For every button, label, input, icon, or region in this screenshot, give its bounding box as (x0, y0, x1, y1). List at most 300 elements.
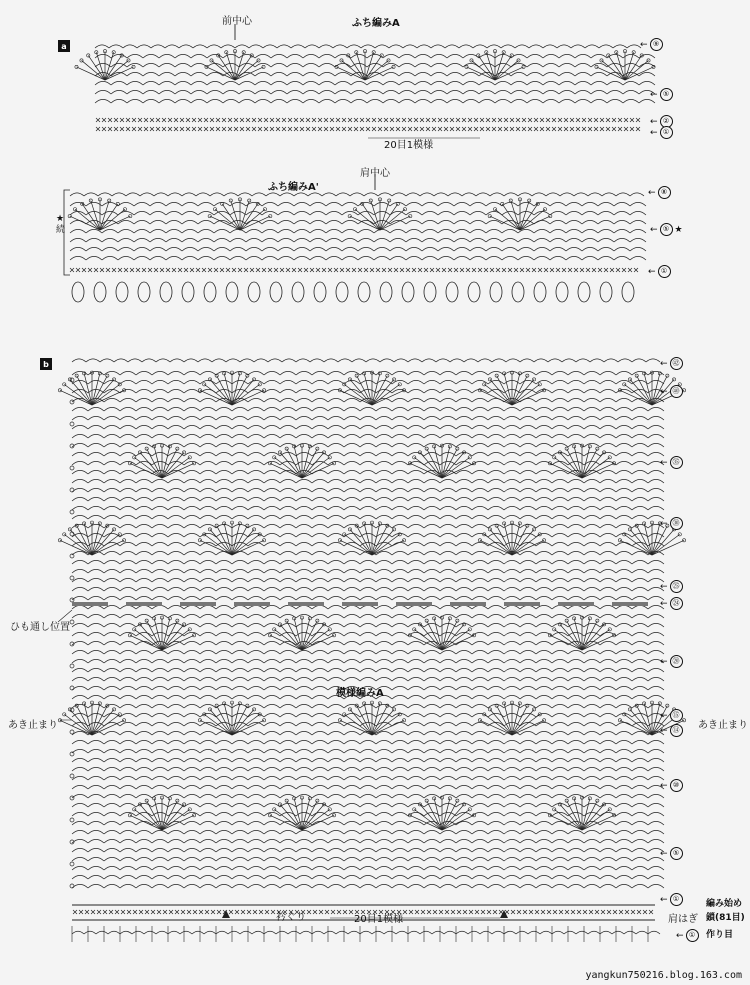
body-loop-row (456, 722, 472, 726)
body-loop-row (344, 461, 360, 465)
body-loop-row (424, 767, 440, 771)
foundation-chain-row (132, 931, 144, 934)
row-b-1: ← ① (660, 893, 683, 906)
edge-a-top-loops (291, 45, 305, 48)
body-loop-row (632, 515, 648, 519)
body-loop-row (504, 668, 520, 672)
edge-a-loop-row (367, 81, 383, 85)
body-loop-row (296, 506, 312, 510)
foundation-sc-row (151, 910, 155, 914)
body-loop-row (632, 866, 648, 870)
body-loop-row (408, 839, 424, 843)
edge-a2-loop-row (550, 247, 566, 251)
foundation-sc-row (109, 910, 113, 914)
body-loop-row (120, 380, 136, 384)
body-loop-row (296, 497, 312, 501)
body-loop-row (328, 596, 344, 600)
edge-a-sc-row-2 (420, 118, 424, 122)
body-loop-row (616, 434, 632, 438)
body-loop-row (456, 650, 472, 654)
body-loop-row (248, 695, 264, 699)
edge-a-sc-row-1 (180, 127, 184, 131)
body-loop-row (72, 857, 88, 861)
foundation-sc-row (259, 910, 263, 914)
body-loop-row (600, 389, 616, 393)
body-loop-row (488, 416, 504, 420)
body-loop-row (584, 497, 600, 501)
edge-a-sc-row-1 (480, 127, 484, 131)
foundation-chain-row (600, 931, 612, 934)
body-loop-row (184, 497, 200, 501)
body-loop-row (616, 443, 632, 447)
body-loop-row (456, 614, 472, 618)
body-loop-row (216, 434, 232, 438)
body-loop-row (328, 659, 344, 663)
body-loop-row (648, 695, 664, 699)
body-loop-row (376, 632, 392, 636)
foundation-sc-row (445, 910, 449, 914)
edge-a2-sc-row (388, 268, 392, 272)
body-loop-row (120, 470, 136, 474)
body-loop-row (312, 830, 328, 834)
body-loop-row (616, 767, 632, 771)
body-loop-row (232, 686, 248, 690)
edge-a2-loop-row (438, 202, 454, 206)
body-loop-row (568, 677, 584, 681)
body-loop-row (88, 497, 104, 501)
edge-a-loop-row (447, 81, 463, 85)
edge-a2-loop-row (502, 238, 518, 242)
body-loop-row (152, 677, 168, 681)
body-loop-row (328, 443, 344, 447)
edge-a2-loop-row (566, 229, 582, 233)
edge-a-loop-row (255, 99, 271, 103)
body-loop-row (312, 587, 328, 591)
body-edge-stitch (70, 664, 74, 668)
body-loop-row (424, 659, 440, 663)
edge-a-loop-row (351, 99, 367, 103)
body-loop-row (488, 857, 504, 861)
body-loop-row (216, 416, 232, 420)
body-loop-row (600, 704, 616, 708)
edge-a-top-loops (515, 45, 529, 48)
body-loop-row (168, 704, 184, 708)
body-loop-row (136, 848, 152, 852)
edge-a-sc-row-2 (210, 118, 214, 122)
body-loop-row (248, 821, 264, 825)
edge-a2-fan (208, 215, 211, 218)
body-loop-row (200, 425, 216, 429)
body-loop-row (248, 668, 264, 672)
body-loop-row (616, 614, 632, 618)
body-loop-row (120, 758, 136, 762)
body-loop-row (136, 731, 152, 735)
body-loop-row (648, 866, 664, 870)
edge-a-top-loops (375, 45, 389, 48)
edge-a2-loop-row (486, 238, 502, 242)
body-loop-row (264, 398, 280, 402)
body-loop-row (296, 704, 312, 708)
edge-a2-sc-row (586, 268, 590, 272)
body-loop-row (312, 749, 328, 753)
body-loop-row (408, 785, 424, 789)
body-loop-row (264, 677, 280, 681)
edge-a-loop-row (143, 54, 159, 58)
body-loop-row (376, 749, 392, 753)
body-loop-row (264, 848, 280, 852)
body-loop-row (232, 515, 248, 519)
body-top-loops (142, 359, 156, 362)
edge-a-sc-row-1 (588, 127, 592, 131)
body-loop-row (200, 776, 216, 780)
body-loop-row (264, 416, 280, 420)
body-loop-row (472, 587, 488, 591)
body-loop-row (424, 389, 440, 393)
diagram-b-repeat-label: 20目1模様 (354, 914, 404, 925)
foundation-chain-row (456, 931, 468, 934)
edge-a2-sc-row (220, 268, 224, 272)
body-loop-row (312, 848, 328, 852)
edge-a2-loop-row (214, 247, 230, 251)
body-loop-row (136, 857, 152, 861)
body-loop-row (72, 830, 88, 834)
body-loop-row (264, 659, 280, 663)
body-loop-row (376, 524, 392, 528)
body-loop-row (296, 695, 312, 699)
body-loop-row (328, 632, 344, 636)
edge-a2-loop-row (550, 211, 566, 215)
edge-a2-loop-row (342, 247, 358, 251)
body-loop-row (376, 605, 392, 609)
body-loop-row (360, 443, 376, 447)
body-loop-row (536, 425, 552, 429)
body-loop-row (232, 578, 248, 582)
body-loop-row (136, 506, 152, 510)
body-loop-row (136, 524, 152, 528)
edge-a-sc-row-2 (222, 118, 226, 122)
body-loop-row (472, 776, 488, 780)
body-loop-row (360, 794, 376, 798)
body-loop-row (568, 551, 584, 555)
edge-a2-sc-row (436, 268, 440, 272)
body-loop-row (264, 623, 280, 627)
body-loop-row (456, 839, 472, 843)
body-loop-row (120, 749, 136, 753)
body-loop-row (344, 632, 360, 636)
body-fan (596, 447, 599, 450)
body-loop-row (440, 875, 456, 879)
edge-a2-fan (488, 215, 491, 218)
edge-a2-fan (231, 201, 240, 230)
edge-a2-loop-row (454, 211, 470, 215)
body-loop-row (168, 749, 184, 753)
edge-a-sc-row-2 (396, 118, 400, 122)
edge-a2-loop-row (582, 256, 598, 260)
edge-a-sc-row-2 (228, 118, 232, 122)
body-loop-row (504, 758, 520, 762)
edge-a2-loop-row (566, 247, 582, 251)
body-loop-row (200, 803, 216, 807)
body-loop-row (248, 587, 264, 591)
body-fan (682, 389, 685, 392)
body-loop-row (568, 524, 584, 528)
body-loop-row (360, 758, 376, 762)
edge-a-sc-row-2 (120, 118, 124, 122)
body-loop-row (584, 857, 600, 861)
edge-a-sc-row-1 (336, 127, 340, 131)
body-loop-row (552, 686, 568, 690)
edge-a2-sc-row (106, 268, 110, 272)
body-top-loops (562, 359, 576, 362)
body-loop-row (104, 821, 120, 825)
body-loop-row (488, 461, 504, 465)
body-loop-row (456, 533, 472, 537)
edge-a-sc-row-1 (222, 127, 226, 131)
body-loop-row (72, 623, 88, 627)
body-loop-row (568, 533, 584, 537)
edge-a-top-loops (277, 45, 291, 48)
body-loop-row (296, 677, 312, 681)
body-loop-row (72, 821, 88, 825)
body-loop-row (88, 695, 104, 699)
body-loop-row (392, 614, 408, 618)
edge-a-sc-row-1 (630, 127, 634, 131)
body-loop-row (552, 704, 568, 708)
body-loop-row (568, 839, 584, 843)
edge-a-loop-row (191, 81, 207, 85)
body-loop-row (296, 515, 312, 519)
body-loop-row (360, 425, 376, 429)
edge-a-loop-row (207, 90, 223, 94)
body-loop-row (72, 578, 88, 582)
body-loop-row (632, 407, 648, 411)
body-loop-row (136, 542, 152, 546)
body-loop-row (600, 713, 616, 717)
body-loop-row (504, 848, 520, 852)
body-loop-row (200, 587, 216, 591)
body-loop-row (312, 434, 328, 438)
body-loop-row (552, 380, 568, 384)
edge-a-sc-row-1 (618, 127, 622, 131)
edge-a2-loop-row (182, 211, 198, 215)
body-loop-row (456, 632, 472, 636)
body-loop-row (632, 821, 648, 825)
body-loop-row (312, 758, 328, 762)
body-loop-row (584, 686, 600, 690)
body-loop-row (552, 749, 568, 753)
body-loop-row (312, 839, 328, 843)
body-loop-row (504, 839, 520, 843)
body-loop-row (632, 686, 648, 690)
body-loop-row (264, 812, 280, 816)
body-loop-row (488, 623, 504, 627)
body-loop-row (520, 794, 536, 798)
body-loop-row (88, 839, 104, 843)
edge-a2-loop-row (422, 229, 438, 233)
body-loop-row (184, 875, 200, 879)
body-loop-row (520, 821, 536, 825)
body-loop-row (616, 398, 632, 402)
foundation-sc-row (103, 910, 107, 914)
body-loop-row (184, 866, 200, 870)
body-loop-row (168, 389, 184, 393)
body-loop-row (360, 740, 376, 744)
body-loop-row (168, 659, 184, 663)
edge-a-sc-row-2 (306, 118, 310, 122)
row-b-30: ← ㉚ (660, 517, 683, 530)
body-loop-row (136, 677, 152, 681)
edge-a-loop-row (383, 72, 399, 76)
edge-a2-sc-row (370, 268, 374, 272)
body-loop-row (632, 848, 648, 852)
edge-a-top-loops (585, 45, 599, 48)
body-loop-row (600, 506, 616, 510)
body-loop-row (232, 677, 248, 681)
edge-a2-picot-loop (468, 282, 480, 302)
body-loop-row (136, 497, 152, 501)
body-loop-row (440, 686, 456, 690)
body-loop-row (312, 371, 328, 375)
body-loop-row (408, 614, 424, 618)
body-loop-row (632, 740, 648, 744)
body-loop-row (568, 497, 584, 501)
edge-a-sc-row-2 (246, 118, 250, 122)
body-loop-row (408, 434, 424, 438)
edge-a2-top-loops (602, 193, 616, 196)
body-loop-row (280, 785, 296, 789)
edge-a2-loop-row (598, 247, 614, 251)
body-loop-row (648, 668, 664, 672)
body-loop-row (360, 821, 376, 825)
body-loop-row (280, 740, 296, 744)
body-loop-row (440, 884, 456, 888)
body-loop-row (376, 884, 392, 888)
body-loop-row (280, 884, 296, 888)
body-loop-row (248, 884, 264, 888)
body-loop-row (168, 731, 184, 735)
body-loop-row (648, 506, 664, 510)
body-loop-row (136, 767, 152, 771)
foundation-chain-row (492, 931, 504, 934)
body-loop-row (616, 794, 632, 798)
body-loop-row (280, 677, 296, 681)
body-loop-row (648, 749, 664, 753)
body-loop-row (152, 587, 168, 591)
body-loop-row (536, 443, 552, 447)
body-loop-row (312, 416, 328, 420)
body-loop-row (120, 686, 136, 690)
body-loop-row (392, 596, 408, 600)
edge-a2-loop-row (326, 256, 342, 260)
body-loop-row (424, 875, 440, 879)
body-loop-row (456, 848, 472, 852)
body-loop-row (200, 596, 216, 600)
body-loop-row (504, 497, 520, 501)
edge-a2-loop-row (374, 229, 390, 233)
body-loop-row (264, 650, 280, 654)
body-loop-row (136, 596, 152, 600)
edge-a2-loop-row (294, 238, 310, 242)
body-loop-row (328, 821, 344, 825)
edge-a2-loop-row (358, 247, 374, 251)
edge-a-loop-row (431, 90, 447, 94)
body-loop-row (552, 866, 568, 870)
edge-a2-picot-loop (94, 282, 106, 302)
body-loop-row (344, 659, 360, 663)
edge-a2-sc-row (418, 268, 422, 272)
edge-a-sc-row-2 (366, 118, 370, 122)
body-loop-row (344, 758, 360, 762)
body-loop-row (280, 569, 296, 573)
body-loop-row (648, 686, 664, 690)
body-loop-row (264, 452, 280, 456)
body-loop-row (328, 740, 344, 744)
edge-a-sc-row-1 (252, 127, 256, 131)
body-loop-row (552, 713, 568, 717)
edge-a-sc-row-1 (396, 127, 400, 131)
body-loop-row (136, 722, 152, 726)
body-loop-row (536, 650, 552, 654)
body-loop-row (504, 821, 520, 825)
edge-a-sc-row-1 (576, 127, 580, 131)
edge-a2-sc-row (592, 268, 596, 272)
edge-a-loop-row (335, 54, 351, 58)
body-loop-row (536, 596, 552, 600)
row-a-1: ← ① (650, 126, 673, 139)
body-loop-row (296, 533, 312, 537)
foundation-sc-row (511, 910, 515, 914)
body-loop-row (184, 389, 200, 393)
body-loop-row (568, 542, 584, 546)
body-loop-row (600, 542, 616, 546)
body-loop-row (568, 875, 584, 879)
body-loop-row (232, 884, 248, 888)
edge-a2-loop-row (262, 229, 278, 233)
body-loop-row (408, 407, 424, 411)
body-loop-row (376, 830, 392, 834)
body-loop-row (408, 389, 424, 393)
body-loop-row (88, 650, 104, 654)
body-loop-row (280, 731, 296, 735)
body-loop-row (248, 443, 264, 447)
edge-a-sc-row-1 (540, 127, 544, 131)
body-loop-row (504, 569, 520, 573)
body-loop-row (584, 587, 600, 591)
body-fan (145, 447, 148, 450)
edge-a2-loop-row (566, 211, 582, 215)
body-loop-row (216, 713, 232, 717)
body-loop-row (120, 857, 136, 861)
body-loop-row (552, 848, 568, 852)
edge-a2-sc-row (574, 268, 578, 272)
body-loop-row (248, 812, 264, 816)
body-loop-row (232, 380, 248, 384)
body-loop-row (408, 578, 424, 582)
edge-a-sc-row-1 (264, 127, 268, 131)
body-loop-row (456, 749, 472, 753)
body-loop-row (72, 587, 88, 591)
edge-a-sc-row-2 (318, 118, 322, 122)
body-loop-row (360, 614, 376, 618)
edge-a2-sc-row (598, 268, 602, 272)
body-loop-row (104, 506, 120, 510)
body-loop-row (72, 839, 88, 843)
body-loop-row (488, 479, 504, 483)
body-loop-row (280, 515, 296, 519)
edge-a2-top-loops (392, 193, 406, 196)
edge-a-sc-row-2 (564, 118, 568, 122)
foundation-sc-row (85, 910, 89, 914)
